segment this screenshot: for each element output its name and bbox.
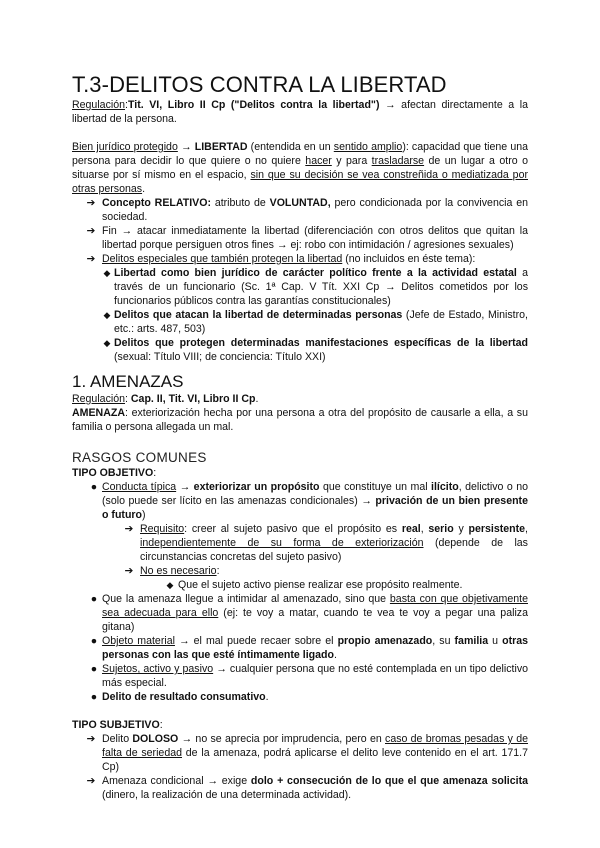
tipo-obj-label: TIPO OBJETIVO [72,467,154,479]
bien-t12: . [142,183,146,195]
bullet-icon: ● [90,663,98,675]
bien-t8: y para [331,155,372,167]
arrow-icon: ➔ [124,523,134,535]
req-u: Requisito [140,523,185,535]
bullet-text [102,480,528,522]
req-s2: y [453,523,469,535]
a1-bold: Concepto RELATIVO: [102,197,211,209]
bullet-objeto-material [72,634,528,662]
diamond-icon: ◆ [103,310,111,320]
a1-b: pero condicionada por la convivencia en sociedad. [102,197,528,223]
bullet-resultado [72,690,528,704]
arrow-item-concepto [72,196,528,224]
bien-juridico-paragraph [72,140,528,196]
b2-u: basta con que objetivamente sea adecuada para ello [102,593,528,619]
subsection-heading-rasgos: RASGOS COMUNES [72,450,207,465]
a3-u: Delitos especiales que también protegen la libertad [102,253,343,265]
arrow-icon: ➔ [86,775,96,787]
b1-u: Conducta típica [102,481,177,493]
bien-t5: sentido amplio [333,141,403,153]
d1-bold: Libertad como bien jurídico de carácter político frente a la actividad estatal [114,267,517,279]
arrow-icon: ➔ [124,565,134,577]
tipo-subj-label: TIPO SUBJETIVO [72,719,160,731]
req-b3: persistente [468,523,526,535]
b1-c: , delictivo o no (solo puede ser lícito en las amenazas condicionales) → [102,481,528,507]
arrow-item-text [140,522,528,564]
s1-def-label: AMENAZA [72,407,125,419]
b2-a: Que la amenaza llegue a intimidar al amenazado, sino que [102,593,390,605]
bullet-intimidar [72,592,528,634]
req-s3: , [525,523,528,535]
diamond-item-1 [72,266,528,308]
req-b1: real [401,523,421,535]
req-a: : creer al sujeto pasivo que el propósito es [184,523,402,535]
s1-def-text: : exteriorización hecha por una persona a otra del propósito de causarle a ella, a su familia o persona allegada un mal. [72,407,528,433]
s-a1-b: → no se aprecia por imprudencia, pero en [178,733,386,745]
bien-label: Bien jurídico protegido [72,141,178,153]
req-u2: independientemente de su forma de exteriorización [140,537,424,549]
diamond-item-3 [72,336,528,364]
b1-b: que constituye un mal [319,481,432,493]
bien-t7: hacer [305,155,332,167]
arrow-item-text [102,732,528,774]
arrow-item-text [102,252,528,266]
diamond-item-text [114,266,528,308]
arrow-icon: ➔ [86,225,96,237]
document-page [72,72,528,802]
diamond-item-text [114,336,528,364]
amenaza-definition [72,406,528,434]
req-b2: serio [428,523,454,535]
arrow-item-condicional [72,774,528,802]
tipo-subjetivo-heading [72,718,528,732]
s-a2-bold: dolo + consecución de lo que el que amenaza solicita [250,775,528,787]
b3-bold: propio amenazado [337,635,433,647]
bien-t3: LIBERTAD [194,141,248,153]
diamond-icon: ◆ [166,580,174,590]
req-e: (depende de las circunstancias concretas del sujeto pasivo) [140,537,528,563]
arrow-item-doloso [72,732,528,774]
arrow-item-text [140,564,528,578]
b5-bold: Delito de resultado consumativo [102,691,266,703]
diamond-item-no-necesario [72,578,528,592]
b3-u: Objeto material [102,635,175,647]
nonec-u: No es necesario [140,565,217,577]
s-a1-u: caso de bromas pesadas y de falta de seriedad [102,733,529,759]
tipo-objetivo-heading [72,466,528,480]
d1-rest: a través de un funcionario (Sc. 1ª Cap. V Tít. XXI Cp → Delitos cometidos por los funcionarios públicos contra las garantías constitucionales) [114,267,528,307]
b1-bold: exteriorizar un propósito [193,481,320,493]
s-a2-a: Amenaza condicional → exige [102,775,251,787]
b4-a: → cualquier persona que no esté contemplada en un tipo delictivo más especial. [102,663,529,689]
regulation-ref: Tit. VI, Libro II Cp ("Delitos contra la libertad") [127,99,380,111]
bullet-icon: ● [90,691,98,703]
b3-b: , su [432,635,455,647]
bien-t6: ): capacidad que tiene una persona para decidir lo que quiere o no quiere [72,141,529,167]
d3-bold: Delitos que protegen determinadas manifestaciones específicas de la libertad [114,337,528,349]
s1-reg-label: Regulación [72,393,126,405]
s-a1-a: Delito [102,733,133,745]
bullet-icon: ● [90,593,98,605]
bien-t9: trasladarse [371,155,425,167]
bullet-sujetos [72,662,528,690]
bullet-conducta-tipica [72,480,528,522]
s-a2-b: (dinero, la realización de una determinada actividad). [102,789,352,801]
b1-bold3: privación de un bien presente o futuro [102,495,528,521]
s-a1-bold: DOLOSO [132,733,179,745]
nonec-a: : [216,565,220,577]
a3-rest: (no incluidos en éste tema): [342,253,476,265]
diamond-item-text [114,308,528,336]
b3-c: u [488,635,503,647]
arrow-item-fin [72,224,528,252]
bien-t4: (entendida en un [247,141,334,153]
s1-reg-sep: : [125,393,131,405]
d2-rest: (Jefe de Estado, Ministro, etc.: arts. 487, 503) [114,309,528,335]
page-title: T.3-DELITOS CONTRA LA LIBERTAD [72,72,447,97]
arrow-item-text: Fin → atacar inmediatamente la libertad (diferenciación con otros delitos que quitan la libertad porque persiguen otros fines → ej: robo con intimidación / agresiones sexuales) [102,225,528,251]
tipo-obj-colon: : [153,467,157,479]
arrow-icon: ➔ [86,197,96,209]
b1-bold2: ilícito [431,481,459,493]
b3-bold2: familia [454,635,489,647]
b4-u: Sujetos, activo y pasivo [102,663,214,675]
s1-reg-ref: Cap. II, Tit. VI, Libro II Cp [130,393,256,405]
bien-t2: → [177,141,195,153]
b3-d: . [333,649,337,661]
bullet-icon: ● [90,635,98,647]
arrow-item-text [102,196,528,224]
b3-bold3: otras personas con las que esté íntimamente ligado [102,635,529,661]
regulation-rest: → afectan directamente a la libertad de la persona. [72,99,528,125]
b1-a: → [176,481,194,493]
d3-rest: (sexual: Título VIII; de conciencia: Título XXI) [114,351,326,363]
bullet-text [102,634,528,662]
amenazas-regulation [72,392,528,406]
bien-t10: de un lugar a otro o situarse por sí mismo en el espacio, [72,155,528,181]
diamond-item-2 [72,308,528,336]
b5-a: . [265,691,269,703]
arrow-item-no-necesario [72,564,528,578]
diamond-icon: ◆ [103,338,111,348]
d2-bold: Delitos que atacan la libertad de determinadas personas [114,309,403,321]
arrow-icon: ➔ [86,253,96,265]
arrow-item-requisito [72,522,528,564]
a1-a: atributo de [210,197,270,209]
diamond-item-text: Que el sujeto activo piense realizar ese propósito realmente. [178,579,463,591]
s1-reg-end: . [255,393,259,405]
a1-bold2: VOLUNTAD, [269,197,331,209]
bullet-icon: ● [90,481,98,493]
bullet-text [102,592,528,634]
b1-d: ) [142,509,146,521]
s-a1-c: de la amenaza, podrá aplicarse el delito leve contenido en el art. 171.7 Cp) [102,747,528,773]
req-s1: , [420,523,429,535]
bullet-text [102,662,528,690]
intro-paragraph: Regulación:Tit. VI, Libro II Cp ("Delitos contra la libertad") → afectan directamente a la libertad de la persona. [72,99,528,125]
diamond-icon: ◆ [103,268,111,278]
bullet-text [102,690,528,704]
b2-b: (ej: te voy a matar, cuando te vea te voy a pegar una paliza gitana) [102,607,528,633]
tipo-subj-colon: : [159,719,163,731]
arrow-item-text [102,774,528,802]
regulation-label: Regulación [72,99,126,111]
bien-t11: sin que su decisión se vea constreñida o mediatizada por otras personas [72,169,528,195]
section-heading-amenazas: 1. AMENAZAS [72,372,184,391]
b3-a: → el mal puede recaer sobre el [174,635,338,647]
arrow-icon: ➔ [86,733,96,745]
arrow-item-delitos-especiales [72,252,528,266]
